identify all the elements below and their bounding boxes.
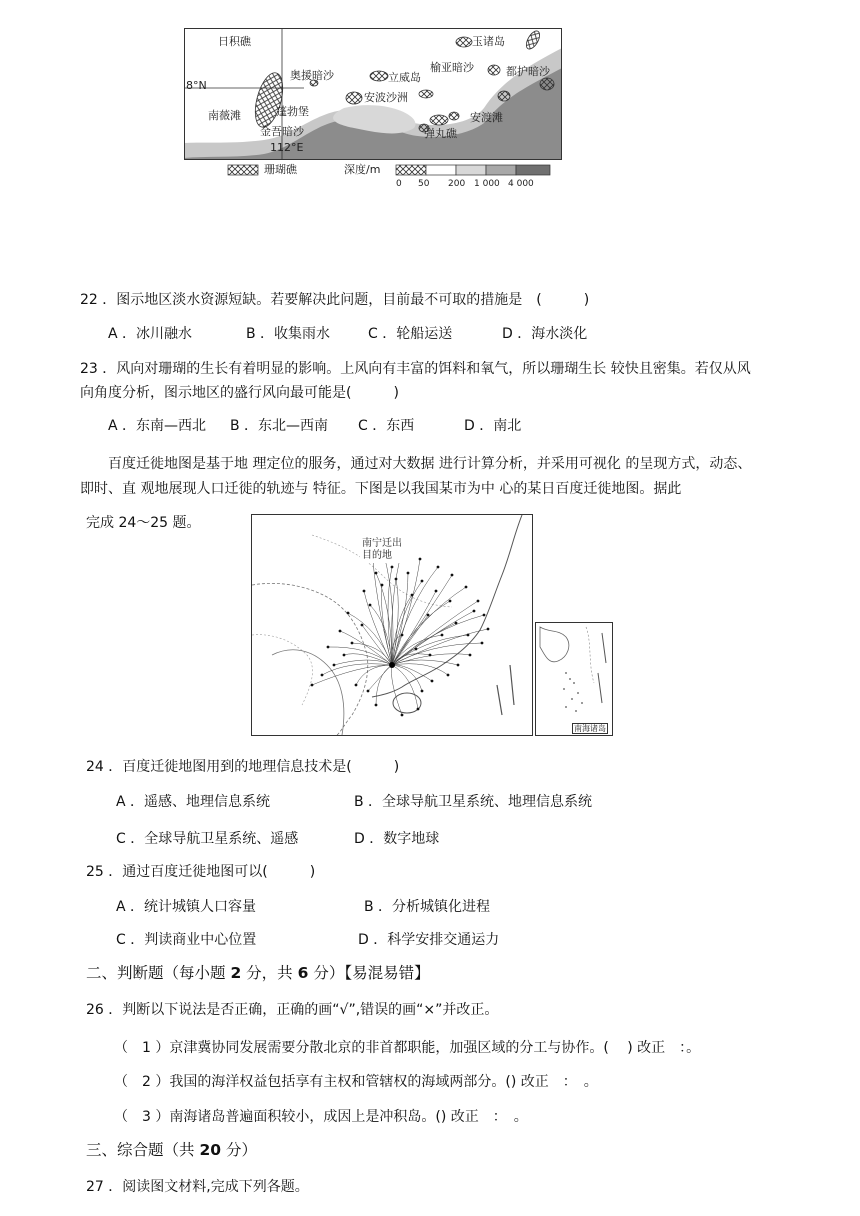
migration-destination-dot [375,572,378,575]
legend-depth-label: 深度/m [344,163,381,176]
migration-destination-dot [435,590,438,593]
migration-destination-dot [351,642,354,645]
migration-destination-dot [411,594,414,597]
migration-destination-dot [363,590,366,593]
q23-options [108,416,521,436]
migration-destination-dot [441,634,444,637]
map-label-danwan: 弹丸礁 [424,127,457,140]
migration-destination-dot [361,624,364,627]
migration-destination-dot [437,566,440,569]
migration-route-line [348,613,392,665]
migration-destination-dot [367,690,370,693]
migration-destination-dot [407,572,410,575]
intro-line3: 完成 24～25 题。 [86,515,201,531]
migration-route-line [392,665,432,681]
migration-route-line [392,611,474,665]
q24-option-b: B ．全球导航卫星系统、地理信息系统 [354,794,593,810]
migration-destination-dot [449,600,452,603]
section3-heading [86,1140,257,1160]
section3-points: 20 [199,1141,222,1159]
map-label-andu: 安渡滩 [470,111,503,124]
migration-destination-dot [391,566,394,569]
migration-destination-dot [447,674,450,677]
intro-line1: 百度迁徙地图是基于地 理定位的服务，通过对大数据 进行计算分析，并采用可视化 的呈现方式，动态、 [108,456,752,472]
migration-destination-dot [339,630,342,633]
migration-route-line [392,623,456,665]
migration-destination-dot [455,622,458,625]
migration-map [251,514,533,736]
migration-destination-dot [343,654,346,657]
migration-destination-dot [381,584,384,587]
map-label-yuya: 榆亚暗沙 [430,61,474,74]
migration-destination-dot [487,628,490,631]
q24-option-c: C ．全球导航卫星系统、遥感 [116,831,299,847]
section2-prefix: 二、判断题（每小题 [86,964,231,982]
migration-destination-dot [321,674,324,677]
migration-route-line [392,629,488,665]
map-label-aoyuan: 奥援暗沙 [290,69,334,82]
migration-destination-dot [427,614,430,617]
migration-route-line [376,665,392,705]
q26-statement-3: （ 3 ）南海诸岛普遍面积较小，成因上是冲积岛。() 改正 ： 。 [114,1109,528,1125]
migration-map-title [360,537,404,563]
legend-tick-4000: 4 000 [508,179,534,189]
migration-destination-dot [375,704,378,707]
q22-option-b: B ．收集雨水 [246,326,331,342]
migration-destination-dot [401,634,404,637]
q25-option-b: B ．分析城镇化进程 [364,899,491,915]
migration-route-line [372,545,392,665]
migration-destination-dot [415,648,418,651]
section2-points-each: 2 [230,964,242,982]
q27-stem: 27 ．阅读图文材料,完成下列各题。 [86,1179,309,1195]
map-label-lat: 8°N [186,79,207,92]
q23-stem-line2: 向角度分析，图示地区的盛行风向最可能是( ) [80,385,399,401]
section3-suffix: 分） [221,1141,257,1159]
migration-destination-dot [421,690,424,693]
migration-destination-dot [451,574,454,577]
q24-stem: 24 ．百度迁徙地图用到的地理信息技术是( ) [86,759,400,775]
intro-line2: 即时、直 观地展现人口迁徙的轨迹与 特征。下图是以我国某市为中 心的某日百度迁徙地图。据此 [80,481,682,497]
q23-option-b: B ．东北—西南 [230,418,329,434]
map-label-rifeng: 日积礁 [218,35,251,48]
map-label-yuzhu: 玉诸岛 [472,35,505,48]
q26-stem: 26 ．判断以下说法是否正确，正确的画“√”,错误的画“×”并改正。 [86,1002,499,1018]
q22-option-d: D ．海水淡化 [502,326,588,342]
migration-route-line [392,665,418,709]
migration-destination-dot [417,708,420,711]
q22-option-c: C ．轮船运送 [368,326,453,342]
migration-route-line [392,601,450,665]
q23-option-d: D ．南北 [464,418,522,434]
q26-statement-2: （ 2 ）我国的海洋权益包括享有主权和管辖权的海域两部分。() 改正 ： 。 [114,1074,598,1090]
q23-option-c: C ．东西 [358,418,415,434]
south-sea-inset-map [535,622,613,736]
migration-destination-dot [465,586,468,589]
map-label-pengbo: 蓬勃堡 [276,105,309,118]
legend-tick-0: 0 [396,179,402,189]
migration-map-title-line2: 目的地 [362,550,392,561]
migration-destination-dot [421,580,424,583]
nansha-map [184,28,562,190]
section2-heading [86,963,430,983]
migration-route-line [392,587,466,665]
legend-coral-label: 珊瑚礁 [264,163,297,176]
section2-mid: 分，共 [241,964,298,982]
migration-destination-dot [457,664,460,667]
migration-destination-dot [467,634,470,637]
migration-destination-dot [477,600,480,603]
migration-destination-dot [481,642,484,645]
migration-destination-dot [311,684,314,687]
legend-tick-200: 200 [448,179,466,189]
q25-option-a: A ．统计城镇人口容量 [116,899,257,915]
map-label-lon: 112°E [270,141,304,154]
q23-stem-line1: 23 ．风向对珊瑚的生长有着明显的影响。上风向有丰富的饵料和氧气，所以珊瑚生长 较快且密集。若仅从风 [80,361,751,377]
map-label-duhu: 都护暗沙 [506,65,550,78]
q25-stem: 25 ．通过百度迁徙地图可以( ) [86,864,316,880]
migration-route-line [376,573,392,665]
migration-destination-dot [347,612,350,615]
map-label-anbo: 安波沙洲 [364,91,408,104]
q22-stem: 22 ．图示地区淡水资源短缺。若要解决此问题，目前最不可取的措施是 ( ) [80,292,590,308]
migration-route-line [356,665,392,685]
q23-option-a: A ．东南—西北 [108,418,207,434]
q26-statement-1: （ 1 ）京津冀协同发展需要分散北京的非首都职能，加强区域的分工与协作。( ) 改正 ：。 [114,1040,701,1056]
migration-destination-dot [327,646,330,649]
map-label-jinwu: 金吾暗沙 [260,125,304,138]
migration-destination-dot [369,604,372,607]
q22-option-a: A ．冰川融水 [108,326,193,342]
migration-destination-dot [483,614,486,617]
map-label-nanwei: 南薇滩 [208,109,241,122]
migration-route-line [392,575,452,665]
map-label-liwei: 立威岛 [388,71,421,84]
migration-destination-dot [429,654,432,657]
section2-suffix: 分）【易混易错】 [308,964,430,982]
q24-option-d: D ．数字地球 [354,831,440,847]
migration-destination-dot [333,664,336,667]
migration-route-line [312,665,392,685]
q25-option-c: C ．判读商业中心位置 [116,932,257,948]
migration-route-line [328,647,392,665]
migration-destination-dot [355,684,358,687]
migration-destination-dot [469,654,472,657]
q22-options [108,324,587,344]
q24-option-a: A ．遥感、地理信息系统 [116,794,271,810]
q25-option-d: D ．科学安排交通运力 [358,932,500,948]
migration-destination-dot [419,558,422,561]
inset-label: 南海诸岛 [574,724,606,733]
legend-tick-1000: 1 000 [474,179,500,189]
migration-map-title-line1: 南宁迁出 [362,538,402,549]
migration-destination-dot [395,578,398,581]
migration-route-line [392,567,438,665]
migration-destination-dot [473,610,476,613]
migration-destination-dot [431,680,434,683]
section2-points-total: 6 [297,964,309,982]
section3-prefix: 三、综合题（共 [86,1141,200,1159]
legend-tick-50: 50 [418,179,430,189]
migration-destination-dot [401,714,404,717]
